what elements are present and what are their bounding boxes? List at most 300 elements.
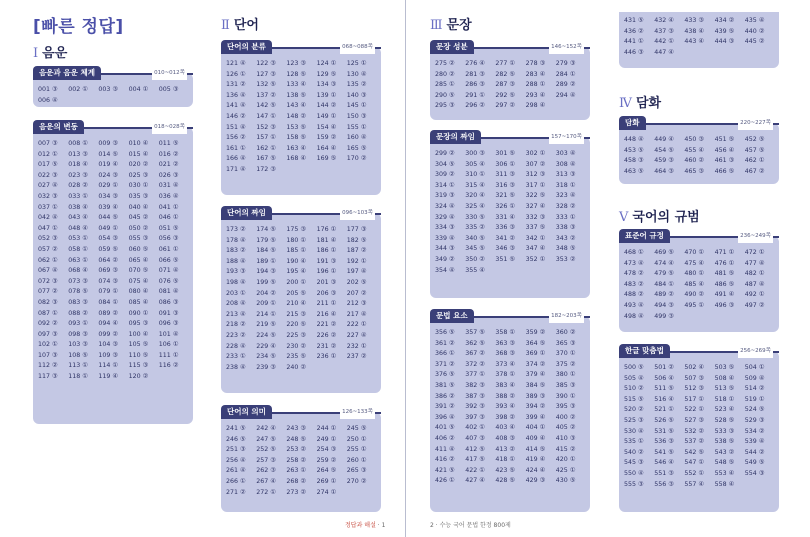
answer-item: 048 ④ (68, 224, 88, 232)
answer-item: 396 ④ (435, 413, 455, 421)
answer-item: 556 ③ (654, 480, 674, 488)
answer-box-phoneme-change (33, 122, 193, 424)
answer-item: 063 ① (68, 256, 88, 264)
answer-item: 436 ② (624, 27, 644, 35)
answer-item: 166 ④ (226, 155, 246, 163)
answer-item: 234 ⑤ (256, 353, 276, 361)
answer-item: 318 ① (555, 181, 576, 189)
answer-item: 153 ⑤ (286, 123, 307, 131)
answer-item: 433 ③ (684, 17, 705, 24)
answer-item: 446 ③ (624, 48, 644, 56)
answer-item: 370 ① (555, 350, 576, 358)
answer-item: 111 ① (158, 351, 179, 359)
answer-item: 405 ② (555, 424, 576, 432)
answer-item: 375 ② (555, 360, 576, 368)
answer-item: 460 ② (684, 157, 705, 165)
answer-item: 065 ④ (128, 256, 149, 264)
answer-item: 298 ④ (525, 102, 546, 110)
answer-item: 211 ① (316, 300, 337, 308)
answer-item: 336 ③ (495, 224, 516, 232)
answer-item: 474 ④ (654, 259, 674, 267)
answer-item: 035 ③ (128, 192, 149, 200)
answer-item: 548 ⑤ (714, 459, 735, 467)
answer-item: 071 ④ (158, 267, 179, 275)
answer-item: 200 ① (286, 278, 307, 286)
answer-item: 496 ③ (714, 301, 735, 309)
answer-item: 423 ⑤ (495, 466, 516, 474)
answer-item: 420 ① (555, 456, 576, 464)
answer-item: 397 ③ (465, 413, 485, 421)
page-divider (405, 0, 406, 537)
answer-item: 233 ① (226, 353, 246, 361)
answer-grid (435, 59, 586, 112)
answer-item: 114 ① (98, 362, 119, 370)
answer-box-word-meaning (221, 407, 381, 512)
answer-item: 087 ① (38, 309, 58, 317)
answer-item: 512 ③ (684, 385, 705, 393)
answer-item: 334 ③ (435, 224, 455, 232)
answer-item: 094 ④ (98, 320, 119, 328)
answer-item: 033 ① (68, 192, 88, 200)
answer-item: 471 ① (714, 249, 735, 256)
answer-item: 294 ④ (555, 91, 576, 99)
answer-item: 024 ③ (98, 171, 119, 179)
answer-item: 100 ④ (128, 330, 149, 338)
answer-item: 119 ④ (98, 373, 119, 381)
answer-item: 358 ① (495, 329, 516, 336)
answer-item: 184 ⑤ (256, 247, 276, 255)
answer-item: 315 ④ (465, 181, 485, 189)
box-header (430, 130, 590, 144)
answer-item: 283 ④ (525, 70, 546, 78)
box-page-range: 096~103쪽 (340, 206, 375, 220)
answer-item: 526 ⑤ (654, 416, 674, 424)
answer-item: 090 ① (128, 309, 149, 317)
answer-item: 525 ③ (624, 416, 644, 424)
answer-item: 500 ⑤ (624, 364, 644, 371)
answer-item: 226 ② (316, 331, 337, 339)
answer-item: 178 ④ (226, 236, 246, 244)
answer-item: 297 ② (495, 102, 516, 110)
answer-item: 161 ① (226, 144, 246, 152)
answer-item: 494 ③ (654, 301, 674, 309)
box-page-range: 157~170쪽 (549, 130, 584, 144)
answer-item: 093 ① (68, 320, 88, 328)
answer-item: 476 ① (714, 259, 735, 267)
answer-item: 127 ③ (256, 70, 276, 78)
answer-item: 011 ⑤ (158, 140, 179, 147)
answer-item: 223 ② (226, 331, 246, 339)
answer-item: 469 ⑤ (654, 249, 674, 256)
answer-item: 098 ③ (68, 330, 88, 338)
answer-item: 293 ④ (525, 91, 546, 99)
answer-item: 255 ① (346, 446, 367, 454)
answer-item: 162 ① (256, 144, 276, 152)
answer-item: 504 ① (744, 364, 765, 371)
answer-item: 181 ④ (316, 236, 337, 244)
answer-item: 332 ③ (525, 213, 546, 221)
answer-item: 010 ④ (128, 140, 149, 147)
answer-box-word-formation (221, 208, 381, 393)
answer-item: 055 ③ (128, 235, 149, 243)
answer-item: 552 ① (684, 469, 705, 477)
box-header (221, 206, 381, 220)
answer-item: 533 ③ (714, 427, 735, 435)
answer-item: 237 ② (346, 353, 367, 361)
answer-item: 320 ④ (465, 192, 485, 200)
answer-grid (435, 328, 586, 487)
answer-item: 197 ④ (346, 268, 367, 276)
answer-item: 288 ① (525, 81, 546, 89)
answer-item: 132 ⑤ (256, 81, 276, 89)
footer-left: 정답과 해설 · 1 (345, 522, 386, 529)
answer-item: 439 ⑤ (714, 27, 735, 35)
answer-item: 117 ③ (38, 373, 58, 381)
answer-item: 020 ② (128, 161, 149, 169)
answer-item: 042 ④ (38, 214, 58, 222)
answer-item: 339 ④ (435, 234, 455, 242)
answer-item: 129 ⑤ (316, 70, 337, 78)
answer-item: 387 ③ (465, 392, 485, 400)
box-title: 단어의 짜임 (221, 206, 272, 220)
answer-item: 317 ① (525, 181, 546, 189)
answer-item: 148 ② (286, 112, 307, 120)
answer-item: 530 ④ (624, 427, 644, 435)
answer-item: 144 ② (316, 102, 337, 110)
answer-item: 352 ① (525, 255, 546, 263)
answer-item: 032 ③ (38, 192, 58, 200)
answer-item: 493 ④ (624, 301, 644, 309)
answer-item: 535 ① (624, 438, 644, 446)
answer-item: 449 ④ (654, 136, 674, 143)
answer-item: 122 ③ (256, 60, 276, 67)
answer-item: 170 ② (346, 155, 367, 163)
answer-item: 225 ③ (286, 331, 307, 339)
answer-item: 430 ⑤ (555, 477, 576, 485)
box-page-range: 068~088쪽 (340, 40, 375, 54)
answer-item: 045 ② (128, 214, 149, 222)
answer-item: 538 ⑤ (714, 438, 735, 446)
answer-item: 214 ① (256, 310, 276, 318)
answer-item: 246 ⑤ (226, 435, 246, 443)
answer-item: 282 ⑤ (495, 70, 516, 78)
answer-item: 040 ④ (128, 203, 149, 211)
answer-item: 403 ④ (495, 424, 516, 432)
answer-item: 325 ④ (465, 202, 485, 210)
answer-item: 006 ④ (38, 96, 58, 104)
answer-item: 088 ② (68, 309, 88, 317)
answer-item: 005 ③ (158, 86, 179, 93)
answer-item: 272 ① (256, 488, 276, 496)
answer-item: 376 ⑤ (435, 371, 455, 379)
answer-item: 316 ③ (495, 181, 516, 189)
answer-item: 252 ⑤ (256, 446, 276, 454)
answer-item: 557 ④ (684, 480, 705, 488)
answer-item: 491 ④ (714, 291, 735, 299)
answer-box-sentence-structure (430, 132, 590, 298)
answer-item: 037 ① (38, 203, 58, 211)
answer-item: 383 ④ (495, 381, 516, 389)
answer-item: 363 ③ (495, 339, 516, 347)
answer-item: 034 ③ (98, 192, 119, 200)
answer-item: 207 ② (346, 289, 367, 297)
box-title: 담화 (619, 116, 646, 130)
answer-item: 362 ⑤ (465, 339, 485, 347)
answer-item: 321 ⑤ (495, 192, 516, 200)
answer-box-sentence-components (430, 42, 590, 120)
answer-item: 349 ② (435, 255, 455, 263)
answer-item: 043 ④ (68, 214, 88, 222)
answer-item: 228 ④ (226, 342, 246, 350)
answer-item: 053 ① (68, 235, 88, 243)
answer-box-spelling (619, 346, 779, 512)
answer-item: 185 ① (286, 247, 307, 255)
answer-item: 307 ② (525, 160, 546, 168)
answer-item: 519 ① (744, 395, 765, 403)
answer-item: 251 ③ (226, 446, 246, 454)
answer-item: 274 ① (316, 488, 337, 496)
answer-item: 254 ③ (316, 446, 337, 454)
answer-item: 454 ⑤ (654, 146, 674, 154)
answer-item: 039 ④ (98, 203, 119, 211)
answer-item: 306 ① (495, 160, 516, 168)
answer-item: 002 ① (68, 86, 88, 93)
answer-item: 515 ⑤ (624, 395, 644, 403)
answer-item: 513 ⑤ (714, 385, 735, 393)
answer-item: 253 ② (286, 446, 307, 454)
box-title: 음운과 음운 체계 (33, 66, 101, 80)
answer-item: 273 ② (286, 488, 307, 496)
answer-item: 468 ① (624, 249, 644, 256)
answer-item: 302 ① (525, 150, 546, 157)
answer-item: 163 ④ (286, 144, 307, 152)
answer-item: 236 ① (316, 353, 337, 361)
answer-item: 406 ② (435, 434, 455, 442)
answer-item: 222 ① (346, 321, 367, 329)
box-header (33, 120, 193, 134)
answer-item: 125 ① (346, 60, 367, 67)
answer-item: 146 ② (226, 112, 246, 120)
answer-item: 322 ⑤ (525, 192, 546, 200)
box-header (221, 405, 381, 419)
answer-item: 309 ② (435, 171, 455, 179)
answer-item: 267 ④ (256, 477, 276, 485)
answer-item: 374 ② (525, 360, 546, 368)
answer-item: 495 ① (684, 301, 705, 309)
answer-item: 453 ⑤ (624, 146, 644, 154)
box-header (619, 116, 779, 130)
answer-item: 329 ④ (435, 213, 455, 221)
answer-grid (624, 135, 775, 177)
box-header (221, 40, 381, 54)
answer-item: 507 ③ (684, 374, 705, 382)
answer-item: 091 ③ (158, 309, 179, 317)
answer-item: 271 ② (226, 488, 246, 496)
answer-item: 131 ② (226, 81, 246, 89)
answer-item: 472 ① (744, 249, 765, 256)
answer-item: 080 ④ (128, 288, 149, 296)
answer-item: 542 ⑤ (684, 448, 705, 456)
answer-item: 078 ⑤ (68, 288, 88, 296)
answer-item: 133 ④ (286, 81, 307, 89)
answer-item: 357 ⑤ (465, 329, 485, 336)
answer-grid (624, 363, 775, 490)
answer-item: 478 ② (624, 270, 644, 278)
answer-item: 007 ③ (38, 140, 58, 147)
answer-item: 455 ④ (684, 146, 705, 154)
answer-item: 524 ⑤ (744, 406, 765, 414)
answer-item: 382 ③ (465, 381, 485, 389)
answer-item: 240 ② (286, 363, 307, 371)
answer-item: 371 ② (435, 360, 455, 368)
answer-item: 503 ⑤ (714, 364, 735, 371)
answer-item: 079 ① (98, 288, 119, 296)
answer-item: 085 ④ (128, 298, 149, 306)
answer-item: 443 ④ (684, 38, 705, 46)
answer-item: 340 ⑤ (465, 234, 485, 242)
answer-item: 242 ④ (256, 425, 276, 432)
answer-item: 558 ④ (714, 480, 735, 488)
answer-item: 082 ③ (38, 298, 58, 306)
answer-item: 186 ① (316, 247, 337, 255)
box-page-range: 182~203쪽 (549, 309, 584, 323)
answer-item: 064 ② (98, 256, 119, 264)
answer-item: 176 ① (316, 226, 337, 233)
answer-item: 105 ⑤ (128, 341, 149, 349)
answer-item: 509 ④ (744, 374, 765, 382)
box-title: 한글 맞춤법 (619, 344, 670, 358)
answer-item: 143 ④ (286, 102, 307, 110)
answer-item: 286 ③ (465, 81, 485, 89)
answer-item: 482 ① (744, 270, 765, 278)
answer-item: 052 ③ (38, 235, 58, 243)
answer-item: 224 ⑤ (256, 331, 276, 339)
answer-item: 551 ③ (654, 469, 674, 477)
answer-item: 465 ③ (684, 167, 705, 175)
answer-item: 445 ② (744, 38, 765, 46)
answer-item: 364 ⑤ (525, 339, 546, 347)
answer-item: 431 ⑤ (624, 17, 644, 24)
answer-item: 049 ① (98, 224, 119, 232)
answer-item: 360 ② (555, 329, 576, 336)
answer-item: 259 ② (316, 456, 337, 464)
answer-item: 083 ③ (68, 298, 88, 306)
answer-item: 353 ② (555, 255, 576, 263)
answer-item: 520 ② (624, 406, 644, 414)
answer-item: 193 ③ (226, 268, 246, 276)
answer-item: 099 ② (98, 330, 119, 338)
answer-item: 281 ③ (465, 70, 485, 78)
answer-item: 367 ② (465, 350, 485, 358)
answer-grid (38, 85, 189, 106)
answer-item: 555 ③ (624, 480, 644, 488)
answer-item: 081 ④ (158, 288, 179, 296)
answer-item: 112 ② (38, 362, 58, 370)
answer-item: 489 ② (654, 291, 674, 299)
answer-item: 012 ① (38, 150, 58, 158)
answer-item: 485 ④ (684, 280, 705, 288)
answer-item: 058 ① (68, 245, 88, 253)
answer-item: 549 ⑤ (744, 459, 765, 467)
answer-item: 269 ① (316, 477, 337, 485)
box-title: 단어의 의미 (221, 405, 272, 419)
answer-item: 497 ② (744, 301, 765, 309)
answer-item: 368 ③ (495, 350, 516, 358)
answer-item: 338 ③ (555, 224, 576, 232)
answer-item: 147 ① (256, 112, 276, 120)
answer-item: 331 ④ (495, 213, 516, 221)
answer-item: 238 ④ (226, 363, 246, 371)
answer-item: 021 ② (158, 161, 179, 169)
answer-item: 050 ② (128, 224, 149, 232)
answer-item: 123 ③ (286, 60, 307, 67)
answer-item: 160 ④ (346, 134, 367, 142)
answer-item: 266 ① (226, 477, 246, 485)
answer-item: 110 ⑤ (128, 351, 149, 359)
answer-item: 392 ③ (465, 403, 485, 411)
answer-item: 118 ① (68, 373, 88, 381)
answer-item: 159 ② (316, 134, 337, 142)
answer-item: 511 ⑤ (654, 385, 674, 393)
answer-item: 412 ⑤ (465, 445, 485, 453)
answer-item: 484 ① (654, 280, 674, 288)
answer-item: 217 ④ (346, 310, 367, 318)
answer-item: 359 ② (525, 329, 546, 336)
box-header (430, 40, 590, 54)
answer-item: 300 ③ (465, 150, 485, 157)
answer-item: 388 ② (495, 392, 516, 400)
answer-item: 073 ③ (68, 277, 88, 285)
answer-item: 378 ① (495, 371, 516, 379)
answer-item: 038 ④ (68, 203, 88, 211)
answer-box-grammar-elements-cont (619, 12, 779, 68)
answer-item: 466 ⑤ (714, 167, 735, 175)
answer-item: 438 ④ (684, 27, 705, 35)
answer-item: 304 ⑤ (435, 160, 455, 168)
answer-item: 492 ① (744, 291, 765, 299)
answer-item: 365 ③ (555, 339, 576, 347)
answer-item: 463 ⑤ (624, 167, 644, 175)
answer-item: 241 ⑤ (226, 425, 246, 432)
answer-item: 348 ⑤ (555, 245, 576, 253)
answer-item: 157 ① (256, 134, 276, 142)
answer-item: 544 ② (744, 448, 765, 456)
answer-item: 487 ④ (744, 280, 765, 288)
answer-item: 442 ① (654, 38, 674, 46)
answer-item: 337 ⑤ (525, 224, 546, 232)
answer-item: 532 ② (684, 427, 705, 435)
answer-item: 262 ③ (256, 467, 276, 475)
answer-item: 394 ② (525, 403, 546, 411)
answer-item: 109 ③ (98, 351, 119, 359)
answer-item: 019 ④ (98, 161, 119, 169)
answer-item: 092 ② (38, 320, 58, 328)
answer-item: 462 ① (744, 157, 765, 165)
answer-item: 292 ⑤ (495, 91, 516, 99)
answer-item: 107 ③ (38, 351, 58, 359)
answer-item: 398 ② (495, 413, 516, 421)
answer-item: 310 ① (465, 171, 485, 179)
answer-item: 421 ⑤ (435, 466, 455, 474)
answer-item: 003 ③ (98, 86, 119, 93)
answer-item: 400 ② (555, 413, 576, 421)
answer-item: 435 ④ (744, 17, 765, 24)
answer-item: 506 ④ (654, 374, 674, 382)
answer-item: 250 ① (346, 435, 367, 443)
answer-item: 014 ⑤ (98, 150, 119, 158)
answer-item: 344 ③ (435, 245, 455, 253)
answer-item: 047 ① (38, 224, 58, 232)
